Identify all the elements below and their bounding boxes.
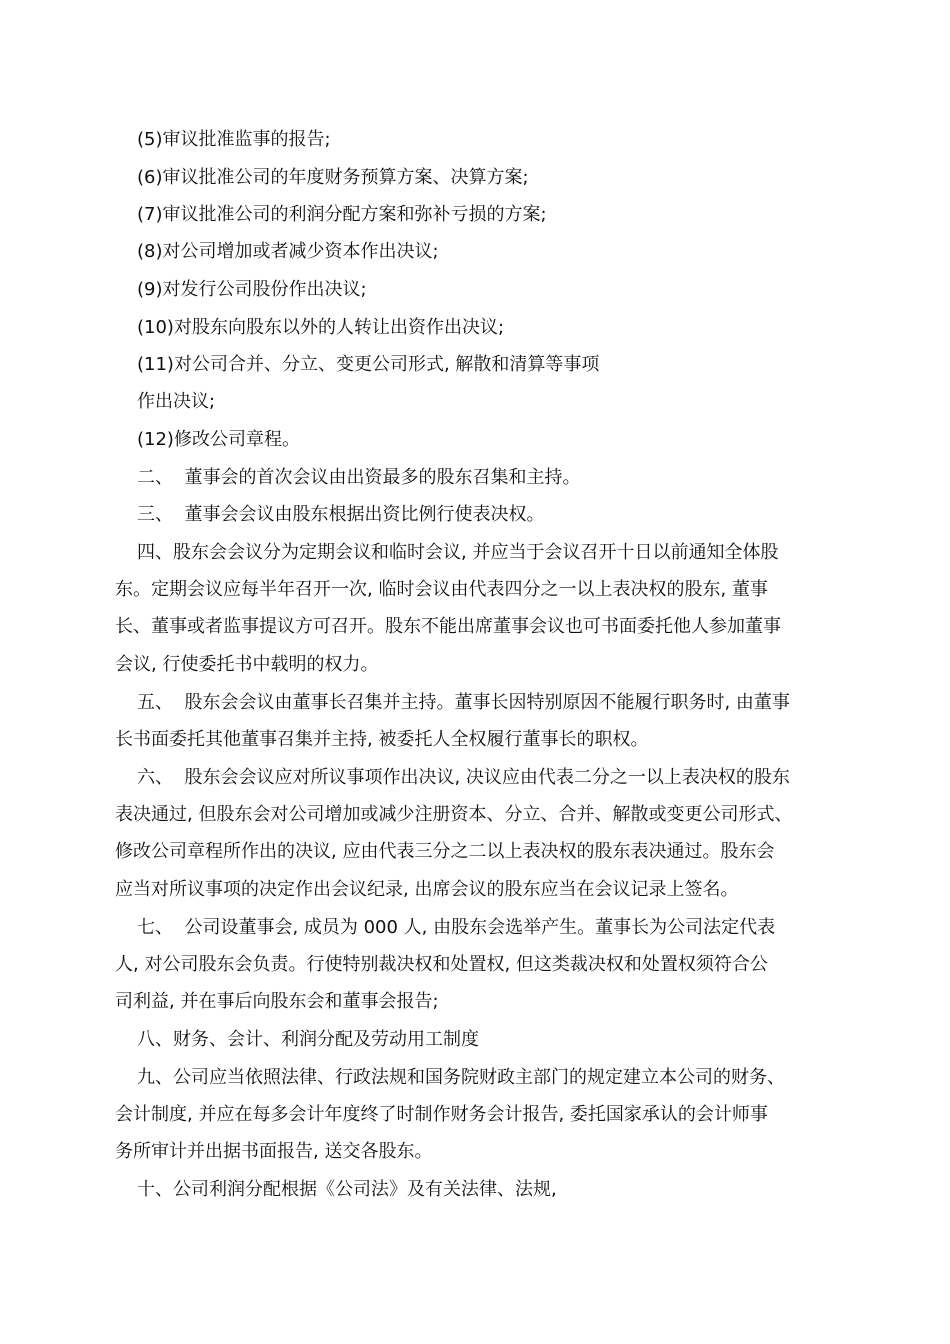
document-line: 人, 对公司股东会负责。行使特别裁决权和处置权, 但这类裁决权和处置权须符合公 <box>115 954 768 975</box>
document-line: 表决通过, 但股东会对公司增加或减少注册资本、分立、合并、解散或变更公司形式、 <box>115 804 793 825</box>
document-line: 作出决议; <box>137 391 216 412</box>
document-line: 修改公司章程所作出的决议, 应由代表三分之二以上表决权的股东表决通过。股东会 <box>115 841 775 862</box>
document-line: 长书面委托其他董事召集并主持, 被委托人全权履行董事长的职权。 <box>115 729 649 750</box>
document-line: 九、公司应当依照法律、行政法规和国务院财政主部门的规定建立本公司的财务、 <box>137 1067 785 1088</box>
document-line: 四、股东会会议分为定期会议和临时会议, 并应当于会议召开十日以前通知全体股 <box>137 542 779 563</box>
document-line: 七、 公司设董事会, 成员为 000 人, 由股东会选举产生。董事长为公司法定代表 <box>137 917 776 938</box>
document-line: (8)对公司增加或者减少资本作出决议; <box>137 241 439 262</box>
document-line: 司利益, 并在事后向股东会和董事会报告; <box>115 991 439 1012</box>
document-line: 二、 董事会的首次会议由出资最多的股东召集和主持。 <box>137 467 581 488</box>
document-line: (10)对股东向股东以外的人转让出资作出决议; <box>137 317 505 338</box>
document-line: (9)对发行公司股份作出决议; <box>137 279 367 300</box>
document-line: 应当对所议事项的决定作出会议纪录, 出席会议的股东应当在会议记录上签名。 <box>115 879 739 900</box>
document-line: (5)审议批准监事的报告; <box>137 129 331 150</box>
document-line: 六、 股东会会议应对所议事项作出决议, 决议应由代表二分之一以上表决权的股东 <box>137 767 790 788</box>
document-line: (7)审议批准公司的利润分配方案和弥补亏损的方案; <box>137 204 547 225</box>
document-line: (6)审议批准公司的年度财务预算方案、决算方案; <box>137 167 529 188</box>
document-line: 东。定期会议应每半年召开一次, 临时会议由代表四分之一以上表决权的股东, 董事 <box>115 579 768 600</box>
document-line: 十、公司利润分配根据《公司法》及有关法律、法规, <box>137 1179 557 1200</box>
document-line: 三、 董事会会议由股东根据出资比例行使表决权。 <box>137 504 545 525</box>
document-line: 务所审计并出据书面报告, 送交各股东。 <box>115 1141 433 1162</box>
document-line: 会议, 行使委托书中载明的权力。 <box>115 654 379 675</box>
document-line: (11)对公司合并、分立、变更公司形式, 解散和清算等事项 <box>137 354 600 375</box>
document-line: (12)修改公司章程。 <box>137 429 300 450</box>
document-line: 五、 股东会会议由董事长召集并主持。董事长因特别原因不能履行职务时, 由董事 <box>137 692 790 713</box>
document-line: 八、财务、会计、利润分配及劳动用工制度 <box>137 1029 479 1050</box>
document-line: 长、董事或者监事提议方可召开。股东不能出席董事会议也可书面委托他人参加董事 <box>115 616 781 637</box>
document-line: 会计制度, 并应在每多会计年度终了时制作财务会计报告, 委托国家承认的会计师事 <box>115 1104 768 1125</box>
